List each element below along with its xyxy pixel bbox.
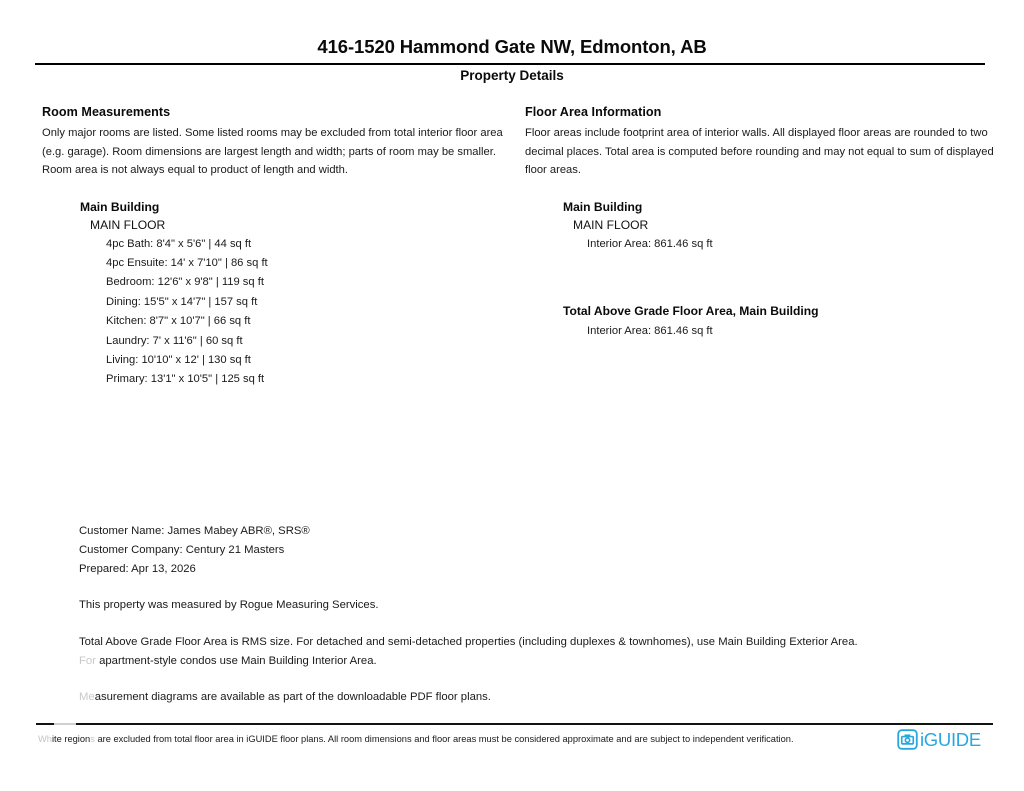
building-name-right: Main Building (563, 199, 643, 214)
footer-divider-artifact (54, 723, 76, 725)
floor-area-row: Interior Area: 861.46 sq ft (587, 237, 713, 250)
iguide-wordmark: iGUIDE (920, 729, 981, 750)
prepared-date-line: Prepared: Apr 13, 2026 (79, 562, 196, 575)
page-subtitle: Property Details (460, 68, 564, 83)
room-measurements-section (42, 105, 508, 390)
room-row: Bedroom: 12'6" x 9'8" | 119 sq ft (106, 276, 264, 289)
faded-text-fragment: Me (79, 690, 95, 703)
floor-name-left: MAIN FLOOR (90, 217, 166, 232)
room-row: Laundry: 7' x 11'6" | 60 sq ft (106, 334, 243, 347)
room-row: Dining: 15'5" x 14'7" | 157 sq ft (106, 295, 258, 308)
floor-area-section (525, 105, 995, 341)
measured-by-line: This property was measured by Rogue Measuring Services. (79, 599, 379, 612)
floor-area-building (525, 200, 995, 254)
footer-disclaimer-mid: ite region (51, 734, 91, 744)
floor-area-heading: Floor Area Information (525, 105, 662, 119)
room-row: 4pc Bath: 8'4" x 5'6" | 44 sq ft (106, 237, 252, 250)
room-row: 4pc Ensuite: 14' x 7'10" | 86 sq ft (106, 256, 268, 269)
spacer (79, 578, 959, 596)
spacer (79, 671, 959, 688)
footer-disclaimer (38, 733, 794, 746)
room-row: Primary: 13'1" x 10'5" | 125 sq ft (106, 373, 265, 386)
diagrams-note-rest: asurement diagrams are available as part of the downloadable PDF floor plans. (94, 690, 491, 703)
footer-divider (36, 723, 993, 725)
floor-name-right: MAIN FLOOR (573, 217, 649, 232)
diagrams-note-line (79, 688, 959, 707)
iguide-camera-icon (897, 729, 918, 750)
iguide-logo (897, 729, 981, 750)
rms-note-line-2-rest: apartment-style condos use Main Building Interior Area. (95, 654, 377, 667)
room-measurements-building (42, 200, 508, 390)
page-title: 416-1520 Hammond Gate NW, Edmonton, AB (317, 36, 707, 57)
customer-name-line: Customer Name: James Mabey ABR®, SRS® (79, 525, 310, 537)
faded-text-fragment: Wh (38, 734, 52, 744)
room-measurements-heading: Room Measurements (42, 105, 171, 119)
floor-area-note: Floor areas include footprint area of interior walls. All displayed floor areas are rounded to two decimal places. Total area is computed before rounding and may not equal to sum of displayed floor areas. (525, 127, 994, 176)
room-row: Kitchen: 8'7" x 10'7" | 66 sq ft (106, 315, 251, 328)
rms-note-line-2 (79, 652, 959, 671)
faded-text-fragment: s (90, 734, 95, 744)
title-divider (35, 63, 985, 65)
faded-text-fragment: For (79, 654, 96, 667)
spacer (79, 615, 959, 633)
total-area-row: Interior Area: 861.46 sq ft (587, 324, 713, 337)
footer-disclaimer-rest: are excluded from total floor area in iGUIDE floor plans. All room dimensions and floor areas must be considered approximate and are subject to independent verification. (94, 734, 794, 744)
room-row: Living: 10'10" x 12' | 130 sq ft (106, 353, 251, 366)
room-measurements-note: Only major rooms are listed. Some listed rooms may be excluded from total interior floor area (e.g. garage). Room dimensions are largest length and width; parts of room may be smaller. Room area is not always equal to product of length and width. (42, 127, 503, 176)
customer-company-line: Customer Company: Century 21 Masters (79, 543, 285, 556)
rms-note-line-1: Total Above Grade Floor Area is RMS size. For detached and semi-detached properties (including duplexes & townhomes), use Main Building Exterior Area. (79, 636, 858, 649)
total-above-grade-heading: Total Above Grade Floor Area, Main Building (563, 303, 819, 318)
total-above-grade-block (525, 304, 995, 341)
building-name-left: Main Building (80, 199, 160, 214)
notes-section (79, 522, 959, 707)
